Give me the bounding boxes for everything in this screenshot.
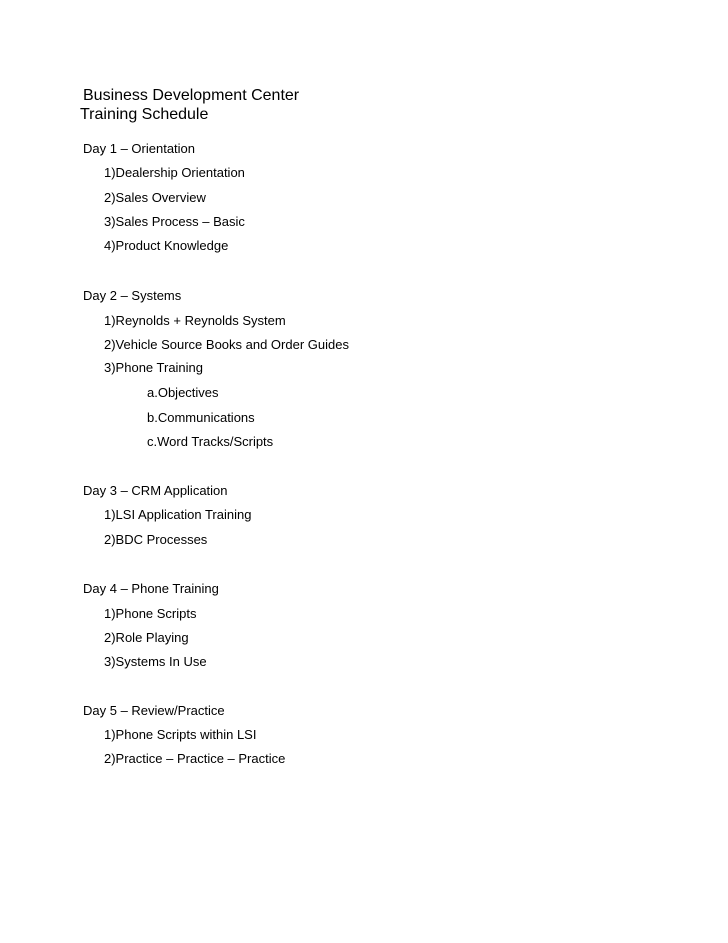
day-2-subitem-c: c.Word Tracks/Scripts	[147, 434, 274, 449]
day-2-heading: Day 2 – Systems	[83, 288, 182, 303]
day-3-heading: Day 3 – CRM Application	[83, 483, 228, 498]
day-2-subitem-a: a.Objectives	[147, 385, 219, 400]
day-2-subitem-b: b.Communications	[147, 410, 255, 425]
day-5-item-2: 2)Practice – Practice – Practice	[104, 751, 286, 766]
day-1-item-1: 1)Dealership Orientation	[104, 165, 245, 180]
document-title-line-1: Business Development Center	[83, 87, 300, 104]
day-1-heading: Day 1 – Orientation	[83, 141, 196, 156]
day-1-item-4: 4)Product Knowledge	[104, 238, 229, 253]
day-4-item-2: 2)Role Playing	[104, 630, 189, 645]
day-3-item-1: 1)LSI Application Training	[104, 507, 252, 522]
day-2-item-3: 3)Phone Training	[104, 360, 204, 375]
day-1-item-3: 3)Sales Process – Basic	[104, 214, 245, 229]
day-4-heading: Day 4 – Phone Training	[83, 581, 219, 596]
day-3-item-2: 2)BDC Processes	[104, 532, 208, 547]
day-5-heading: Day 5 – Review/Practice	[83, 703, 225, 718]
day-2-item-2: 2)Vehicle Source Books and Order Guides	[104, 337, 349, 352]
day-2-item-1: 1)Reynolds + Reynolds System	[104, 313, 286, 328]
day-1-item-2: 2)Sales Overview	[104, 190, 206, 205]
day-4-item-1: 1)Phone Scripts	[104, 606, 197, 621]
document-title-line-2: Training Schedule	[80, 106, 209, 123]
day-4-item-3: 3)Systems In Use	[104, 654, 207, 669]
day-5-item-1: 1)Phone Scripts within LSI	[104, 727, 257, 742]
